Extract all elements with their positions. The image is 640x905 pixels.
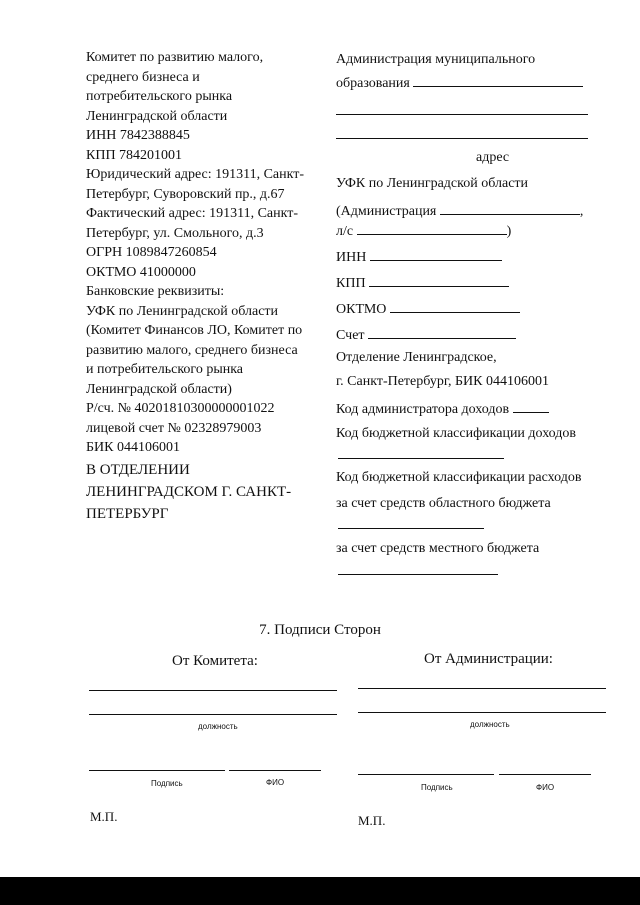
ls-label: л/с: [336, 224, 354, 239]
committee-name-caption: ФИО: [266, 778, 285, 787]
admin-line1: Администрация муниципального: [336, 52, 536, 67]
committee-line-1[interactable]: [89, 690, 337, 691]
admin-paren-label: (Администрация: [336, 204, 437, 219]
committee-requisite-line: среднего бизнеса и: [86, 69, 200, 85]
administration-signature-caption: Подпись: [421, 783, 453, 792]
committee-requisite-line: БИК 044106001: [86, 440, 180, 455]
ls-blank[interactable]: [357, 222, 507, 235]
account-line: [336, 326, 516, 344]
branch-line: Отделение Ленинградское,: [336, 350, 497, 365]
comma: ,: [579, 204, 584, 219]
kpp-line: [336, 274, 509, 292]
income-admin-code-label: Код администратора доходов: [336, 402, 510, 417]
from-administration-label: От Администрации:: [424, 651, 553, 667]
expense-class-code-line: Код бюджетной классификации расходов: [336, 470, 582, 485]
admin-municipality-label: образования: [336, 76, 410, 91]
admin-line2: [336, 74, 583, 92]
ls-line: [336, 222, 511, 240]
account-blank[interactable]: [368, 326, 516, 339]
oktmo-line: [336, 300, 520, 318]
administration-name-line[interactable]: [499, 774, 591, 775]
municipality-blank[interactable]: [413, 74, 583, 87]
committee-requisite-line: Юридический адрес: 191311, Санкт-: [86, 167, 305, 182]
administration-blank[interactable]: [440, 202, 580, 215]
signatures-heading: 7. Подписи Сторон: [259, 622, 381, 638]
income-class-code-line: Код бюджетной классификации доходов: [336, 426, 576, 441]
blank-line[interactable]: [336, 114, 588, 115]
committee-requisite-line: КПП 784201001: [86, 147, 183, 163]
committee-signature-line[interactable]: [89, 770, 225, 771]
oktmo-label: ОКТМО: [336, 302, 387, 317]
committee-requisite-line: Фактический адрес: 191311, Санкт-: [86, 206, 299, 221]
committee-requisite-line: Р/сч. № 40201810300000001022: [86, 401, 275, 416]
kpp-label: КПП: [336, 276, 366, 291]
committee-requisite-line: Петербург, Суворовский пр., д.67: [86, 186, 285, 202]
committee-requisites: [86, 48, 326, 524]
bank-branch-line: В ОТДЕЛЕНИИ: [86, 461, 190, 478]
kpp-blank[interactable]: [369, 274, 509, 287]
income-admin-code-blank[interactable]: [513, 400, 549, 413]
local-budget-line: за счет средств местного бюджета: [336, 541, 540, 556]
committee-requisite-line: ОКТМО 41000000: [86, 264, 196, 280]
income-class-code-blank[interactable]: [338, 458, 504, 459]
committee-requisite-line: Банковские реквизиты:: [86, 284, 225, 299]
bank-branch-line: ПЕТЕРБУРГ: [86, 505, 169, 522]
account-label: Счет: [336, 328, 365, 343]
committee-name-line[interactable]: [229, 770, 321, 771]
from-committee-label: От Комитета:: [172, 653, 258, 669]
paren-close: ): [506, 224, 512, 239]
committee-requisite-line: ОГРН 1089847260854: [86, 245, 217, 260]
committee-requisite-line: Ленинградской области: [86, 108, 228, 124]
committee-requisite-line: (Комитет Финансов ЛО, Комитет по: [86, 323, 303, 338]
committee-position-caption: должность: [198, 722, 238, 731]
blank-line[interactable]: [336, 138, 588, 139]
administration-signature-line[interactable]: [358, 774, 494, 775]
committee-requisite-line: развитию малого, среднего бизнеса: [86, 342, 298, 358]
address-label: адрес: [476, 150, 510, 165]
inn-blank[interactable]: [370, 248, 502, 261]
inn-line: [336, 248, 502, 266]
administration-line-1[interactable]: [358, 688, 606, 689]
committee-requisite-line: ИНН 7842388845: [86, 128, 190, 143]
committee-requisite-line: и потребительского рынка: [86, 362, 244, 377]
committee-requisite-line: потребительского рынка: [86, 89, 233, 104]
committee-requisite-line: Петербург, ул. Смольного, д.3: [86, 225, 264, 241]
committee-position-line[interactable]: [89, 714, 337, 715]
committee-requisite-line: Ленинградской области): [86, 381, 232, 397]
administration-position-line[interactable]: [358, 712, 606, 713]
regional-budget-line: за счет средств областного бюджета: [336, 496, 551, 511]
committee-requisite-line: Комитет по развитию малого,: [86, 50, 264, 65]
ufk-line: УФК по Ленинградской области: [336, 176, 529, 191]
bank-branch-line: ЛЕНИНГРАДСКОМ Г. САНКТ-: [86, 483, 292, 500]
inn-label: ИНН: [336, 250, 367, 265]
oktmo-blank[interactable]: [390, 300, 520, 313]
administration-stamp-place: М.П.: [358, 813, 386, 828]
committee-stamp-place: М.П.: [90, 809, 118, 824]
committee-signature-caption: Подпись: [151, 779, 183, 788]
committee-requisite-line: УФК по Ленинградской области: [86, 303, 279, 319]
regional-budget-blank[interactable]: [338, 528, 484, 529]
admin-paren-line: [336, 202, 583, 220]
scan-border: [0, 877, 640, 905]
administration-position-caption: должность: [470, 720, 510, 729]
local-budget-blank[interactable]: [338, 574, 498, 575]
administration-name-caption: ФИО: [536, 783, 555, 792]
city-bik-line: г. Санкт-Петербург, БИК 044106001: [336, 374, 550, 389]
income-admin-code-line: [336, 400, 549, 418]
committee-requisite-line: лицевой счет № 02328979003: [86, 420, 262, 436]
